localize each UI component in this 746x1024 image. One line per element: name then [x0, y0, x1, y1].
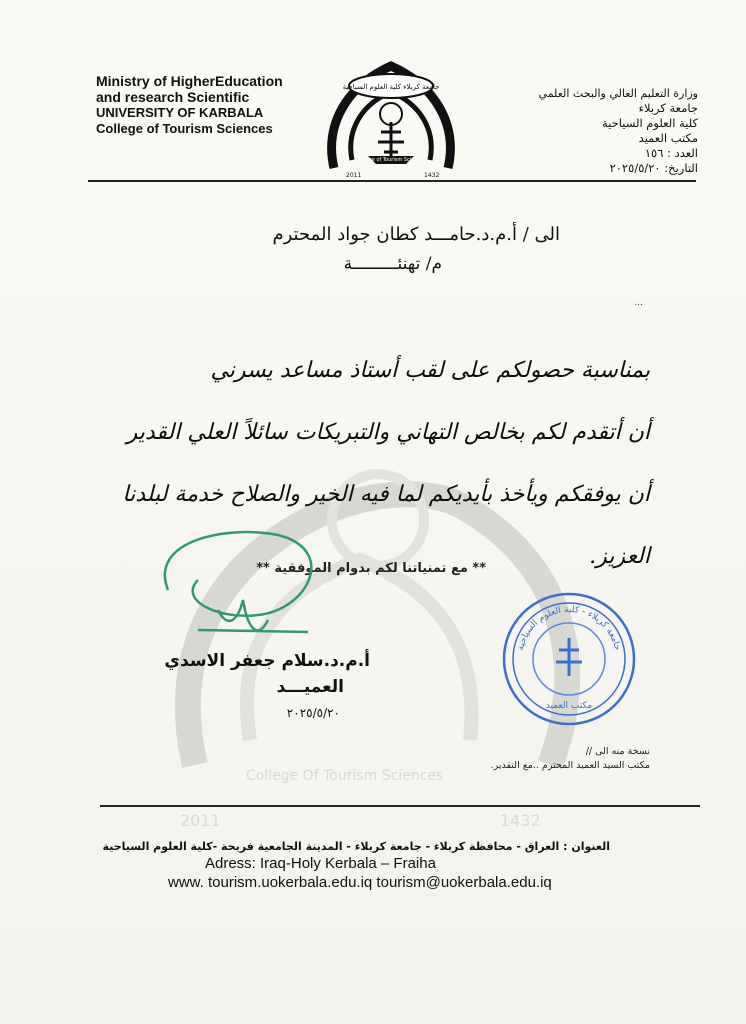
- footer-address-en: Adress: Iraq-Holy Kerbala – Fraiha: [205, 855, 436, 872]
- copies-item: مكتب السيد العميد المحترم ..مع التقدير.: [490, 760, 650, 771]
- header-arabic: [478, 86, 698, 176]
- letter-wishes: ** مع تمنياتنا لكم بدوام الموفقية **: [256, 561, 486, 576]
- svg-text:1432: 1432: [500, 811, 541, 830]
- header-en-line2: and research Scientific: [96, 89, 250, 105]
- svg-text:2011: 2011: [180, 811, 221, 830]
- logo-top-text: جامعة كربلاء كلية العلوم السياحية: [342, 83, 440, 91]
- footer-address-ar: العنوان : العراق - محافظة كربلاء - جامعة كربلاء - المدينة الجامعية فريحة -كلية العلوم السياحية: [102, 840, 610, 853]
- header-ar-office: مكتب العميد: [638, 131, 698, 145]
- signer-block: [164, 648, 370, 726]
- header-ar-number: العدد : ١٥٦: [644, 146, 698, 160]
- svg-text:College Of Tourism Sciences: College Of Tourism Sciences: [246, 768, 444, 784]
- header-en-line3: UNIVERSITY OF KARBALA: [96, 105, 264, 120]
- stamp-ring-text: جامعة كربلاء - كلية العلوم السياحية: [515, 604, 623, 652]
- letter-subject: م/ تهنئـــــــــة: [343, 254, 442, 274]
- college-logo: [316, 56, 466, 180]
- header-en-line4: College of Tourism Sciences: [96, 121, 273, 136]
- stamp-bottom-text: مكتب العميد: [545, 701, 593, 711]
- logo-year-right: 1432: [424, 172, 440, 179]
- signer-date: ٢٠٢٥/٥/٢٠: [286, 706, 340, 720]
- header-ar-college: كلية العلوم السياحية: [601, 116, 698, 130]
- signature-mark: [138, 520, 338, 660]
- footer-divider: [100, 805, 700, 807]
- body-line: أن يوفقكم ويأخذ بأيديكم لما فيه الخير والصلاح خدمة لبلدنا: [122, 482, 650, 507]
- header-en-line1: Ministry of HigherEducation: [96, 73, 283, 89]
- header-ar-university: جامعة كربلاء: [638, 101, 698, 115]
- header-ar-ministry: وزارة التعليم العالي والبحث العلمي: [538, 87, 698, 100]
- body-line: العزيز.: [589, 544, 650, 569]
- marginal-note: ...: [634, 298, 643, 308]
- header-ar-date: التاريخ: ٢٠٢٥/٥/٢٠: [609, 161, 698, 175]
- letter-addressee: الى / أ.م.د.حامـــد كطان جواد المحترم: [272, 224, 560, 245]
- official-stamp: [500, 590, 638, 728]
- signer-title: العميـــد: [276, 677, 344, 697]
- copies-block: [491, 745, 650, 773]
- header-divider: [88, 180, 696, 182]
- logo-year-left: 2011: [346, 172, 362, 179]
- body-line: أن أتقدم لكم بخالص التهاني والتبريكات سائلاً العلي القدير: [126, 420, 650, 445]
- signer-name: أ.م.د.سلام جعفر الاسدي: [164, 651, 370, 671]
- copies-heading: نسخة منه الى //: [585, 746, 650, 757]
- body-line: بمناسبة حصولكم على لقب أستاذ مساعد يسرني: [210, 358, 650, 383]
- footer-contacts: www. tourism.uokerbala.edu.iq tourism@uokerbala.edu.iq: [168, 874, 552, 891]
- logo-bottom-text: College of Tourism Sciences: [356, 157, 426, 163]
- header-english: [96, 73, 283, 137]
